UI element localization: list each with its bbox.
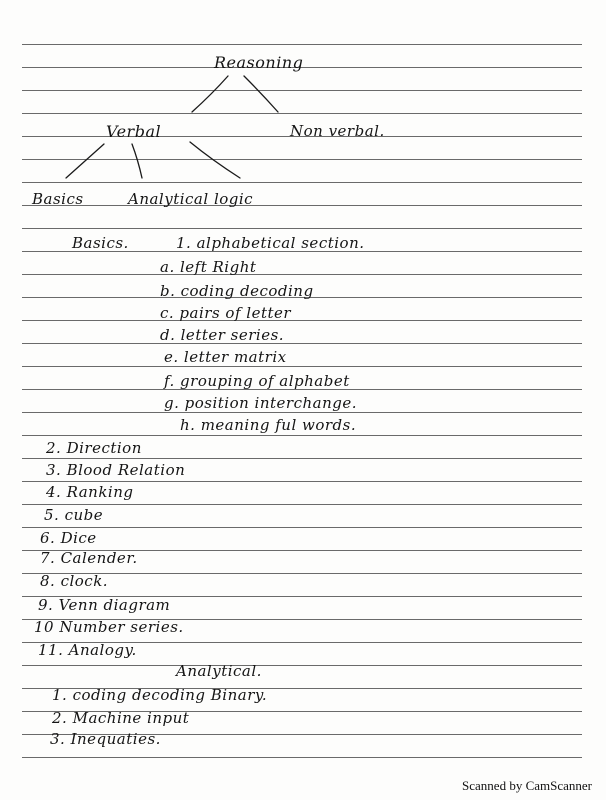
item-calender: 7. Calender. bbox=[40, 549, 138, 567]
basics-subitem-d: d. letter series. bbox=[160, 326, 285, 344]
branch-verbal: Verbal bbox=[106, 122, 162, 141]
verbal-type-basics: Basics bbox=[32, 190, 84, 208]
item-dice: 6. Dice bbox=[40, 529, 97, 547]
basics-subitem-h: h. meaning ful words. bbox=[180, 416, 357, 434]
basics-label: Basics. bbox=[72, 234, 129, 252]
item-clock: 8. clock. bbox=[40, 572, 109, 590]
item-cube: 5. cube bbox=[44, 506, 104, 524]
scanner-watermark: Scanned by CamScanner bbox=[462, 778, 592, 793]
basics-subitem-g: g. position interchange. bbox=[164, 394, 357, 412]
basics-subitem-b: b. coding decoding bbox=[160, 282, 314, 300]
item-number-series: 10 Number series. bbox=[34, 618, 184, 636]
analytical-title: Analytical. bbox=[176, 662, 262, 680]
branch-nonverbal: Non verbal. bbox=[290, 122, 385, 140]
analytical-item-1: 1. coding decoding Binary. bbox=[52, 686, 268, 704]
heading-reasoning: Reasoning bbox=[214, 53, 304, 72]
item-blood-relation: 3. Blood Relation bbox=[46, 461, 186, 479]
item-ranking: 4. Ranking bbox=[46, 483, 134, 501]
item-analogy: 11. Analogy. bbox=[38, 641, 137, 659]
verbal-type-analytical-logic: Analytical logic bbox=[128, 190, 254, 208]
analytical-item-2: 2. Machine input bbox=[52, 709, 190, 727]
basics-subitem-c: c. pairs of letter bbox=[160, 304, 292, 322]
basics-subitem-a: a. left Right bbox=[160, 258, 257, 276]
analytical-item-3: 3. Inequaties. bbox=[50, 730, 161, 748]
item-direction: 2. Direction bbox=[46, 439, 142, 457]
basics-item-1: 1. alphabetical section. bbox=[176, 234, 365, 252]
basics-subitem-e: e. letter matrix bbox=[164, 348, 287, 366]
basics-subitem-f: f. grouping of alphabet bbox=[164, 372, 350, 390]
item-venn-diagram: 9. Venn diagram bbox=[38, 596, 171, 614]
